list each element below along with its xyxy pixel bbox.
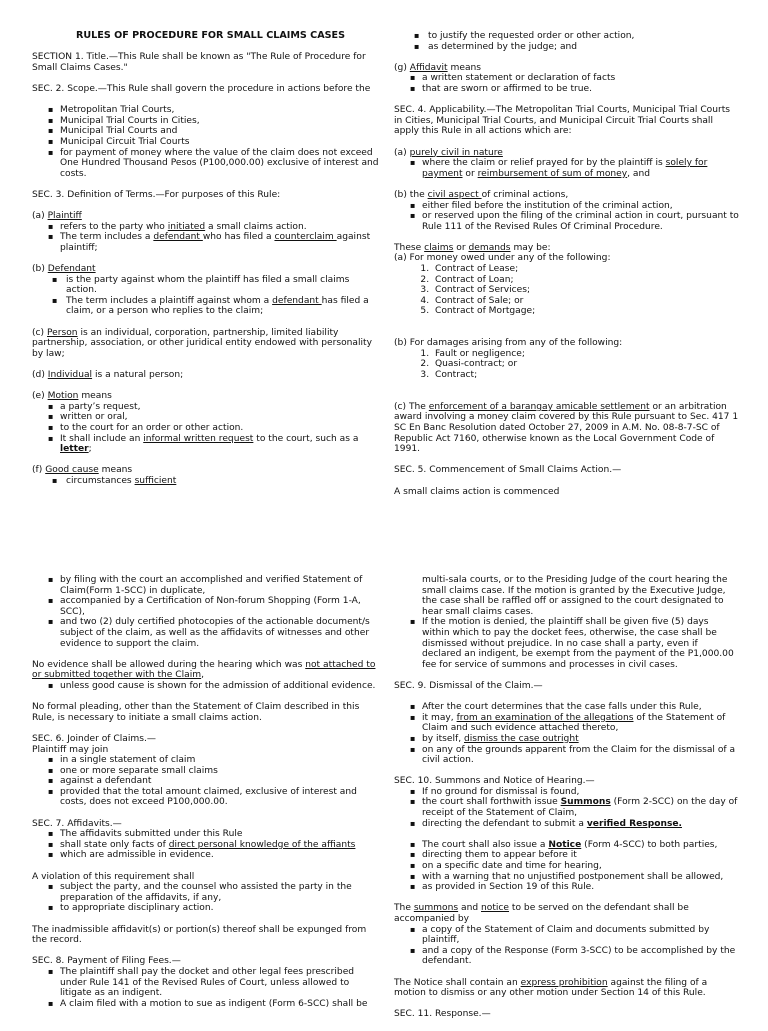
list-item: 4. Contract of Sale; or [432, 296, 739, 307]
def-f-list [32, 476, 382, 487]
list-item: ▪ It shall include an informal written request to the court, such as a letter; [32, 434, 382, 455]
violation-heading: A violation of this requirement shall [32, 871, 195, 882]
claims-b-list [394, 349, 739, 381]
list-item: ▪ provided that the total amount claimed, exclusive of interest and costs, does not exceed P100,000.00. [32, 787, 377, 808]
list-item: ▪ with a warning that no unjustified postponement shall be allowed, [394, 872, 739, 883]
list-item: ▪ to justify the requested order or other action, [394, 31, 739, 42]
list-item: ▪ to the court for an order or other action. [32, 423, 382, 434]
list-item: ▪ a party’s request, [32, 402, 382, 413]
list-item: ▪ that are sworn or affirmed to be true. [394, 84, 739, 95]
indigent-list [394, 575, 739, 670]
bottom-right-column [394, 575, 739, 1031]
notice-list [394, 840, 739, 893]
inadmissible-affidavits: The inadmissible affidavit(s) or portion(s) thereof shall be expunged from the record. [32, 924, 367, 946]
def-f-list-cont [394, 31, 739, 52]
list-item: ▪ The term includes a defendant who has filed a counterclaim against plaintiff; [32, 232, 382, 253]
claims-heading: These claims or demands may be: [394, 242, 551, 253]
no-formal-pleading: No formal pleading, other than the Statement of Claim described in this Rule, is necessary to initiate a small claims action. [32, 702, 360, 723]
applic-b-heading: (b) the civil aspect of criminal actions, [394, 189, 569, 200]
no-evidence-list [32, 681, 377, 692]
scope-courts-list [32, 105, 382, 179]
claims-a-list [394, 264, 739, 317]
section-6-body: Plaintiff may join [32, 744, 109, 755]
list-item: ▪ accompanied by a Certification of Non-forum Shopping (Form 1-A, SCC), [32, 596, 377, 617]
section-1-title: SECTION 1. Title.—This Rule shall be known as "The Rule of Procedure for Small Claims Cases." [32, 52, 366, 73]
section-11-response: SEC. 11. Response.— [394, 1009, 491, 1020]
list-item: ▪ If the motion is denied, the plaintiff shall be given five (5) days within which to pay the docket fees, otherwise, the case shall be dismissed without prejudice. In no case shall a party, even if declared an indigent, be exempt from the payment of the P1,000.00 fee for service of summons and processes in civil cases. [394, 617, 739, 670]
bottom-left-column [32, 575, 377, 1020]
list-item: ▪ The court shall also issue a Notice (Form 4-SCC) to both parties, [394, 840, 739, 851]
list-item: ▪ refers to the party who initiated a small claims action. [32, 222, 382, 233]
list-item: ▪ on a specific date and time for hearing, [394, 861, 739, 872]
affidavits-list [32, 829, 377, 861]
section-4-applicability: SEC. 4. Applicability.—The Metropolitan Trial Courts, Municipal Trial Courts in Cities, Municipal Trial Courts, and Municipal Circuit Trial Courts shall apply this Rule in all actions which are: [394, 105, 731, 137]
list-item: ▪ directing the defendant to submit a verified Response. [394, 819, 739, 830]
list-item: ▪ Metropolitan Trial Courts, [32, 105, 382, 116]
claims-b: (b) For damages arising from any of the following: [394, 338, 623, 349]
section-7-affidavits: SEC. 7. Affidavits.— [32, 818, 122, 829]
applic-b-list [394, 201, 739, 233]
section-8-filing-fees: SEC. 8. Payment of Filing Fees.— [32, 956, 181, 967]
section-3-definitions: SEC. 3. Definition of Terms.—For purposes of this Rule: [32, 189, 281, 200]
document-title: RULES OF PROCEDURE FOR SMALL CLAIMS CASES [76, 30, 346, 41]
list-item: ▪ a copy of the Statement of Claim and documents submitted by plaintiff, [394, 925, 739, 946]
list-item: ▪ Municipal Trial Courts in Cities, [32, 116, 382, 127]
list-item: ▪ subject the party, and the counsel who assisted the party in the preparation of the affidavits, if any, [32, 882, 377, 903]
applic-a-list [394, 158, 739, 179]
list-item: ▪ is the party against whom the plaintiff has filed a small claims action. [32, 275, 382, 296]
def-f-heading: (f) Good cause means [32, 465, 133, 476]
def-b-list-2 [32, 296, 382, 317]
list-item: ▪ one or more separate small claims [32, 766, 377, 777]
list-item: ▪ which are admissible in evidence. [32, 850, 377, 861]
list-item: ▪ as provided in Section 19 of this Rule. [394, 882, 739, 893]
list-item: ▪ Municipal Trial Courts and [32, 126, 382, 137]
list-item: ▪ by itself, dismiss the case outright [394, 734, 739, 745]
list-item: ▪ for payment of money where the value of the claim does not exceed One Hundred Thousand Pesos (P100,000.00) exclusive of interest and costs. [32, 148, 382, 180]
list-item: ▪ circumstances sufficient [32, 476, 382, 487]
def-g-list [394, 73, 739, 94]
section-5-commencement: SEC. 5. Commencement of Small Claims Action.— [394, 465, 622, 476]
dismissal-list [394, 702, 739, 766]
def-b-list [32, 275, 382, 296]
list-item: ▪ or reserved upon the filing of the criminal action in court, pursuant to Rule 111 of the Revised Rules Of Criminal Procedure. [394, 211, 739, 232]
list-item: ▪ on any of the grounds apparent from the Claim for the dismissal of a civil action. [394, 745, 739, 766]
top-left-column [32, 31, 382, 497]
served-list [394, 925, 739, 967]
list-item: ▪ a written statement or declaration of facts [394, 73, 739, 84]
list-item: 5. Contract of Mortgage; [432, 306, 739, 317]
def-d: (d) Individual is a natural person; [32, 370, 184, 380]
list-item: ▪ The affidavits submitted under this Rule [32, 829, 377, 840]
violation-list [32, 882, 377, 914]
def-c: (c) Person is an individual, corporation, partnership, limited liability partnership, association, or other juridical entity endowed with personality by law; [32, 327, 372, 359]
list-item: ▪ to appropriate disciplinary action. [32, 903, 377, 914]
list-item: ▪ After the court determines that the case falls under this Rule, [394, 702, 739, 713]
list-item: 3. Contract; [432, 370, 739, 381]
summons-list [394, 787, 739, 829]
list-item: 2. Contract of Loan; [432, 275, 739, 286]
def-e-list [32, 402, 382, 455]
list-item: ▪ The plaintiff shall pay the docket and other legal fees prescribed under Rule 141 of the Revised Rules of Court, unless allowed to litigate as an indigent. [32, 967, 377, 999]
def-a-heading: (a) Plaintiff [32, 211, 82, 222]
list-item: ▪ it may, from an examination of the allegations of the Statement of Claim and such evidence attached thereto, [394, 713, 739, 734]
top-right-column [394, 31, 739, 508]
commencement-list [32, 575, 377, 649]
section-9-dismissal: SEC. 9. Dismissal of the Claim.— [394, 680, 543, 691]
def-a-list [32, 222, 382, 254]
filing-fees-list [32, 967, 377, 1009]
list-item: ▪ A claim filed with a motion to sue as indigent (Form 6-SCC) shall be [32, 999, 377, 1010]
applic-a-heading: (a) purely civil in nature [394, 147, 503, 158]
list-item: 2. Quasi-contract; or [432, 359, 739, 370]
section-10-summons: SEC. 10. Summons and Notice of Hearing.— [394, 776, 595, 787]
list-item: 3. Contract of Services; [432, 285, 739, 296]
def-g-heading: (g) Affidavit means [394, 62, 482, 73]
claims-a: (a) For money owed under any of the following: [394, 253, 611, 264]
section-6-joinder: SEC. 6. Joinder of Claims.— [32, 733, 156, 744]
no-evidence: No evidence shall be allowed during the hearing which was not attached to or submitted together with the Claim, [32, 659, 376, 681]
list-item: ▪ in a single statement of claim [32, 755, 377, 766]
list-item: ▪ written or oral, [32, 412, 382, 423]
list-item: ▪ If no ground for dismissal is found, [394, 787, 739, 798]
summons-notice-served: The summons and notice to be served on the defendant shall be accompanied by [394, 903, 689, 924]
list-item: ▪ as determined by the judge; and [394, 42, 739, 53]
joinder-list [32, 755, 377, 808]
def-b-heading: (b) Defendant [32, 264, 96, 275]
list-item: ▪ where the claim or relief prayed for by the plaintiff is solely for payment or reimbursement of sum of money, and [394, 158, 739, 179]
express-prohibition: The Notice shall contain an express prohibition against the filing of a motion to dismiss or any other motion under Section 14 of this Rule. [394, 977, 708, 999]
list-item: ▪ directing them to appear before it [394, 850, 739, 861]
list-item: 1. Fault or negligence; [432, 349, 739, 360]
list-item: multi-sala courts, or to the Presiding Judge of the court hearing the small claims case. If the motion is granted by the Executive Judge, the case shall be raffled off or assigned to the court designated to hear small claims cases. [422, 575, 728, 617]
list-item: ▪ The term includes a plaintiff against whom a defendant has filed a claim, or a person who replies to the claim; [32, 296, 382, 317]
list-item: ▪ by filing with the court an accomplished and verified Statement of Claim(Form 1-SCC) in duplicate, [32, 575, 377, 596]
list-item: 1. Contract of Lease; [432, 264, 739, 275]
def-e-heading: (e) Motion means [32, 391, 112, 402]
section-5-body: A small claims action is commenced [394, 486, 560, 497]
list-item: ▪ the court shall forthwith issue Summons (Form 2-SCC) on the day of receipt of the Statement of Claim, [394, 797, 739, 818]
list-item: ▪ shall state only facts of direct personal knowledge of the affiants [32, 840, 377, 851]
list-item: ▪ either filed before the institution of the criminal action, [394, 201, 739, 212]
section-2-scope: SEC. 2. Scope.—This Rule shall govern the procedure in actions before the [32, 83, 371, 94]
claims-c: (c) The enforcement of a barangay amicable settlement or an arbitration award involving a money claim covered by this Rule pursuant to Sec. 417 1 SC En Banc Resolution dated October 27, 2009 in A.M. No. 08-8-7-SC of Republic Act 7160, otherwise known as the Local Government Code of 1991. [394, 401, 739, 455]
list-item: ▪ Municipal Circuit Trial Courts [32, 137, 382, 148]
list-item: ▪ against a defendant [32, 776, 377, 787]
list-item: ▪ and a copy of the Response (Form 3-SCC) to be accomplished by the defendant. [394, 946, 739, 967]
list-item: ▪ and two (2) duly certified photocopies of the actionable document/s subject of the claim, as well as the affidavits of witnesses and other evidence to support the claim. [32, 617, 377, 649]
list-item: ▪ unless good cause is shown for the admission of additional evidence. [32, 681, 377, 692]
